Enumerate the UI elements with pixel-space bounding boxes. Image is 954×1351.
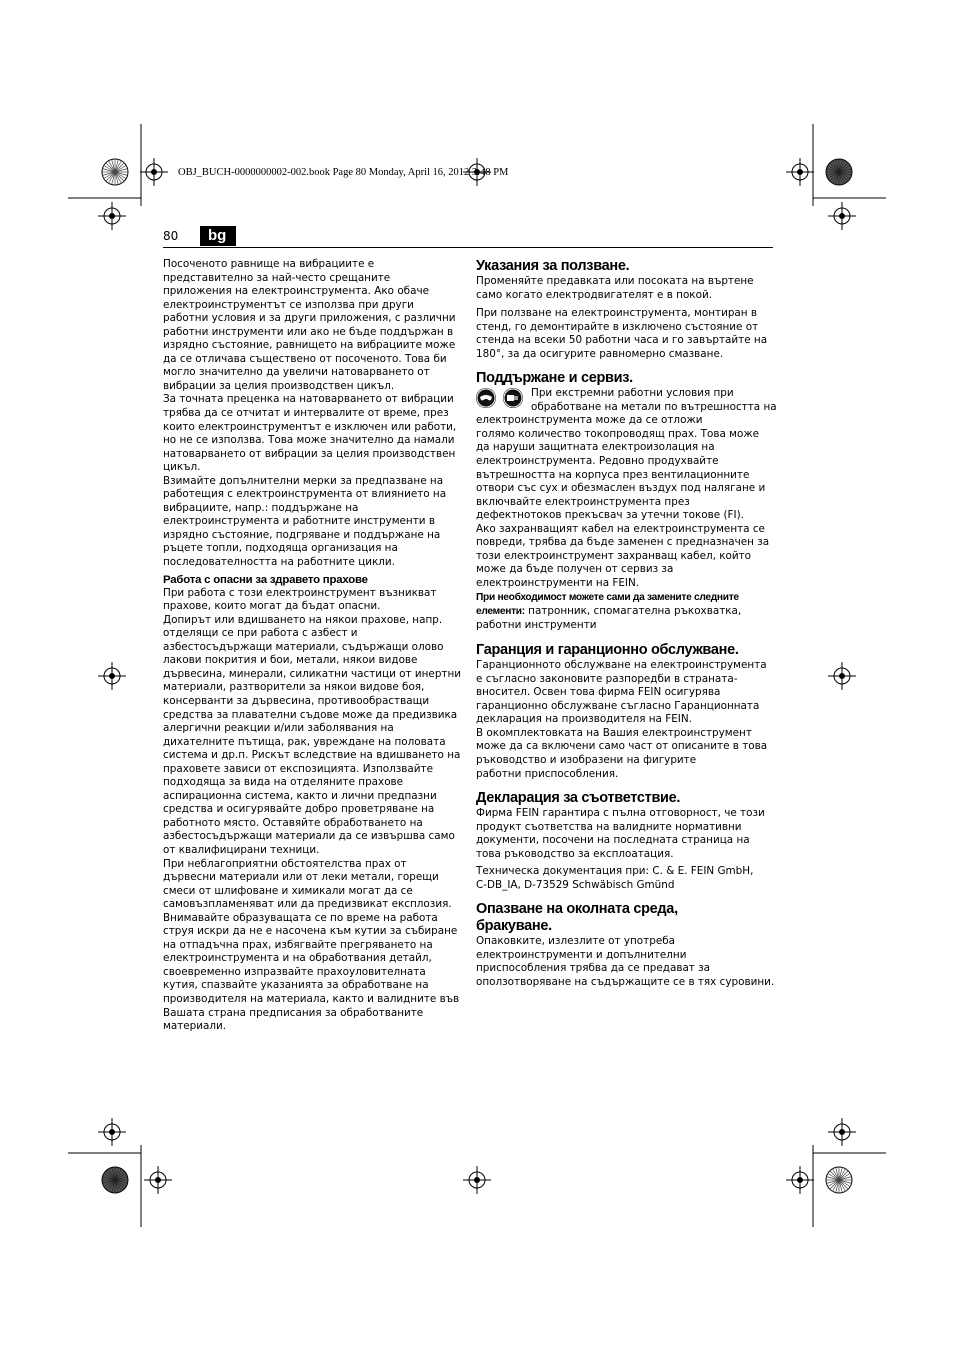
service-paragraph-2 <box>476 523 774 591</box>
color-wheel-mark <box>826 1167 852 1193</box>
text-line: своевременно изпразвайте прахоуловителната <box>163 965 426 978</box>
registration-crosshair <box>828 202 856 230</box>
text-line: ръководство и изобразени на фигурите <box>476 753 697 766</box>
text-line: трябва да се отчитат и интервалите от време, през <box>163 407 449 420</box>
environment-heading: Опазване на околната среда, бракуване. <box>476 901 678 935</box>
header-rule <box>163 247 773 248</box>
usage-paragraph-1 <box>476 275 774 302</box>
service-heading: Поддържане и сервиз. <box>476 370 633 387</box>
text-line: азбестосъдържащи материали, съдържащи олово <box>163 640 444 653</box>
usage-paragraph-2 <box>476 307 774 361</box>
language-tag: bg <box>200 226 236 246</box>
text-line: включвайте електроинструмента през <box>476 495 690 508</box>
text-line: но не се използва. Това може значително да намали <box>163 434 455 447</box>
text-line: Ако захранващият кабел на електроинструмента се <box>476 522 765 535</box>
text-line: да се отличава съществено от посоченото. Това би <box>163 352 447 365</box>
text-line: електроинструмента и на обработвания детайл, <box>163 952 432 965</box>
text-line: цикъл. <box>163 461 201 474</box>
disconnect-plug-icon <box>503 388 523 408</box>
text-line: електроинструмента и работните инструменти в <box>163 515 435 528</box>
registration-crosshair <box>140 158 168 186</box>
text-line: Посоченото равнище на вибрациите е <box>163 258 375 270</box>
registration-crosshair <box>98 662 126 690</box>
replaceable-parts: При необходимост можете сами да замените следните елементи: патронник, спомагателна ръкохватка, работни инструменти <box>476 592 742 631</box>
text-line: производителя на материала, както и валидните във <box>163 992 460 1005</box>
text-line: изрядно състояние, подгряване и поддържане на <box>163 528 441 541</box>
registration-crosshair <box>786 1166 814 1194</box>
text-line: да наруши защитната електроизолация на <box>476 441 715 454</box>
text-line: които електроинструментът е изключен или работи, <box>163 420 457 433</box>
text-line: лакови покрития и бои, метали, някои видове <box>163 654 418 667</box>
text-line: работни приспособления. <box>476 767 619 780</box>
text-line: приложения на електроинструмента. Ако обаче <box>163 285 429 298</box>
text-line: отделящи се при работа с азбест и <box>163 627 358 640</box>
text-line: е съгласно законовите разпоредби в страната- <box>476 672 738 685</box>
text-line: електроинструмента. Редовно продухвайте <box>476 455 719 468</box>
text-line: продукт съответства на валидните нормативни <box>476 820 742 833</box>
service-block <box>476 387 777 522</box>
service-icons <box>476 388 528 410</box>
text-line: азбестосъдържащи материали да се извършва само <box>163 830 455 843</box>
registration-crosshair <box>786 158 814 186</box>
text-line: повреди, трябва да бъде заменен с предназначен за <box>476 536 770 549</box>
text-line: дихателните пътища, рак, увреждане на половата <box>163 735 446 748</box>
text-line: Фирма FEIN гарантира с пълна отговорност, че този <box>476 807 765 820</box>
text-line: представително за най-често срещаните <box>163 271 391 284</box>
text-line: дървесни материали или от леки метали, горещи <box>163 871 439 884</box>
vibration-paragraph-2 <box>163 393 459 474</box>
text-line: обработване на метали по вътрешността на <box>531 400 777 413</box>
color-wheel-mark <box>102 1167 128 1193</box>
text-line: вибрациите, напр.: поддържане на <box>163 501 359 514</box>
conformity-paragraph-1 <box>476 807 774 861</box>
text-line: самовъзпламеняват или да предизвикат експлозия. <box>163 898 452 911</box>
text-line: електроинструменти на FEIN. <box>476 576 640 589</box>
registration-crosshair <box>144 1166 172 1194</box>
registration-crosshair <box>828 1118 856 1146</box>
text-line: от квалифицирани техници. <box>163 843 320 856</box>
text-line: вносител. Освен това фирма FEIN осигурява <box>476 686 721 699</box>
text-line: При ползване на електроинструмента, монтиран в <box>476 307 758 320</box>
text-line: консерванти за дървесина, противообрастващи <box>163 694 430 707</box>
environment-paragraph-1 <box>476 935 774 989</box>
text-line: документи, посочени на последната страница на <box>476 834 750 847</box>
text-line: могло значително да увеличи натоварването от <box>163 366 430 379</box>
registration-crosshair <box>828 662 856 690</box>
dust-paragraph-1 <box>163 587 459 614</box>
text-line: Допирът или вдишването на някои прахове, напр. <box>163 613 443 626</box>
text-line: Взимайте допълнителни мерки за предпазване на <box>163 474 444 487</box>
text-line: При екстремни работни условия при <box>531 387 734 400</box>
text-line: средства и осигурявайте добро проветряване на <box>163 803 435 816</box>
text-line: последователността на работните цикли. <box>163 556 395 569</box>
conformity-paragraph-2 <box>476 865 774 892</box>
text-line: средства за плавателни съдове може да предизвика <box>163 708 458 721</box>
text-line: вътрешността на корпуса през вентилационните <box>476 468 750 481</box>
registration-crosshair <box>98 1118 126 1146</box>
text-line: Внимавайте образуващата се по време на работа <box>163 911 438 924</box>
text-line: материали, разтворители за някои видове боя, <box>163 681 425 694</box>
text-line: За точната преценка на натоварването от вибрации <box>163 393 454 406</box>
text-line: прахове, които могат да бъдат опасни. <box>163 600 381 613</box>
text-line: 180°, за да осигурите равномерно смазване. <box>476 347 724 360</box>
text-line: Гаранционното обслужване на електроинструмента <box>476 659 767 672</box>
text-line: оползотворяване на съдържащите се в тях суровини. <box>476 975 775 988</box>
text-line: материали. <box>163 1020 227 1033</box>
text-line: аспирационна система, както и лични предпазни <box>163 789 437 802</box>
warranty-heading: Гаранция и гаранционно обслужване. <box>476 642 739 659</box>
page-number: 80 <box>163 229 179 243</box>
text-line: гаранционно обслужване съгласно Гаранционната <box>476 699 760 712</box>
text-line: Вашата страна предписания за обработваните <box>163 1006 424 1019</box>
text-line: вибрации за целия производствен цикъл. <box>163 379 395 392</box>
warranty-paragraph-2 <box>476 727 774 781</box>
text-line: работни инструменти или ако не бъде поддържан в <box>163 325 454 338</box>
text-line: работното място. Оставяйте обработването на <box>163 816 423 829</box>
text-line: дървесина, минерали, силикатни частици от инертни <box>163 667 462 680</box>
registration-crosshair <box>98 202 126 230</box>
text-line: кутия, спазвайте указанията за обработване на <box>163 979 429 992</box>
dust-paragraph-2 <box>163 613 462 858</box>
safety-glasses-icon <box>476 388 496 408</box>
text-line: това ръководство за експлоатация. <box>476 847 674 860</box>
text-line: При работа с този електроинструмент възникват <box>163 586 437 599</box>
text-line: декларация на производителя на FEIN. <box>476 713 692 726</box>
text-line: смеси от шлифоване и химикали могат да се <box>163 884 413 897</box>
text-line: този електроинструмент захранващ кабел, който <box>476 549 752 562</box>
left-column <box>163 258 462 1034</box>
right-column <box>476 258 777 990</box>
text-line: електроинструмента може да се отложи <box>476 414 703 427</box>
text-line: стенд, го демонтирайте в изключено състояние от <box>476 320 759 333</box>
text-line: изрядно състояние, равнището на вибрациите може <box>163 339 456 352</box>
text-line: голямо количество токопроводящ прах. Това може <box>476 427 760 440</box>
text-line: електроинструментът се използва при други <box>163 298 414 311</box>
text-line: ръцете топли, подходяща организация на <box>163 542 398 555</box>
text-line: дефектнотоков прекъсвач за утечни токове (FI). <box>476 509 744 522</box>
print-info-line: OBJ_BUCH-0000000002-002.book Page 80 Monday, April 16, 2012 3:48 PM <box>178 167 509 178</box>
text-line: струя искри да не е насочена към кутии за събиране <box>163 925 458 938</box>
text-line: Опаковките, излезлите от употреба <box>476 935 675 948</box>
text-line: При неблагоприятни обстоятелства прах от <box>163 857 407 870</box>
text-line: стенда на всеки 50 работни часа и го завъртайте на <box>476 334 768 347</box>
text-line: може да бъде получен от сервиз за <box>476 563 674 576</box>
text-line: Променяйте предавката или посоката на въртене <box>476 275 754 287</box>
vibration-paragraph-3 <box>163 475 459 570</box>
dust-paragraph-3 <box>163 858 459 1034</box>
text-line: на отпадъчна прах, избягвайте прегряването на <box>163 938 433 951</box>
text-line: приспособления трябва да се предават за <box>476 962 711 975</box>
conformity-heading: Декларация за съответствие. <box>476 790 681 807</box>
text-line: праховете зависи от експозицията. Използвайте <box>163 762 433 775</box>
color-wheel-mark <box>826 159 852 185</box>
text-line: В окомплектовката на Вашия електроинструмент <box>476 726 752 739</box>
text-line: електроинструменти и допълнителни <box>476 948 687 961</box>
text-line: Техническа документация при: C. & E. FEIN GmbH, <box>476 865 754 878</box>
registration-crosshair <box>463 1166 491 1194</box>
text-line: алергични реакции и/или заболявания на <box>163 722 394 735</box>
text-line: може да са включени само част от описаните в това <box>476 740 768 753</box>
text-line: само когато електродвигателят е в покой. <box>476 288 713 301</box>
color-wheel-mark <box>102 159 128 185</box>
text-line: система и др.п. Рискът вследствие на вдишването на <box>163 749 461 762</box>
text-line: отвори със сух и обезмаслен въздух под налягане и <box>476 482 766 495</box>
text-line: работещия с електроинструмента от влиянието на <box>163 488 447 501</box>
usage-heading: Указания за ползване. <box>476 258 630 274</box>
text-line: работни условия и за други приложения, с различни <box>163 312 456 325</box>
text-line: подходяща за вида на отделяните прахове <box>163 776 404 789</box>
text-line: натоварването от вибрации за целия производствен <box>163 447 456 460</box>
vibration-paragraph-1 <box>163 258 459 393</box>
dust-heading: Работа с опасни за здравето прахове <box>163 573 368 586</box>
warranty-paragraph-1 <box>476 659 774 727</box>
text-line: C-DB_IA, D-73529 Schwäbisch Gmünd <box>476 878 675 891</box>
